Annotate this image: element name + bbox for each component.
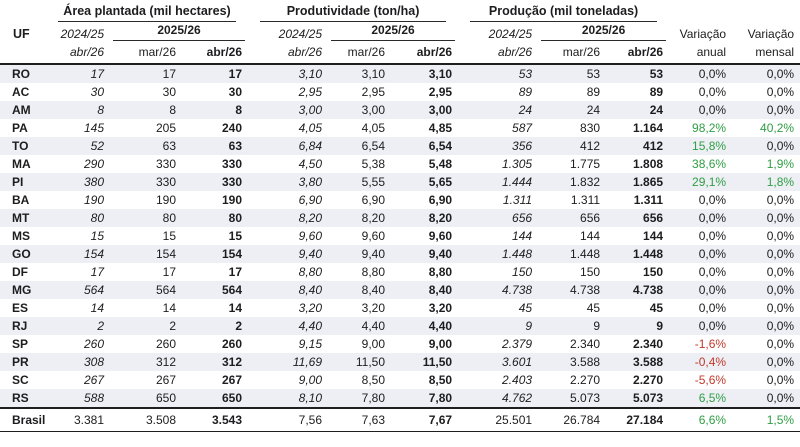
season-curr-header <box>538 22 669 41</box>
variation-annual-cell: 0,0% <box>698 193 727 207</box>
yield-prev-cell: 4,50 <box>298 157 323 171</box>
area-mar-cell: 63 <box>110 137 182 155</box>
area-mar-cell: 650 <box>110 389 182 408</box>
yield-abr-cell: 9,00 <box>428 337 453 351</box>
yield-abr-cell: 2,95 <box>428 85 453 99</box>
area-abr-cell: 564 <box>182 281 248 299</box>
yield-mar-cell: 5,55 <box>328 173 391 191</box>
season-curr-header <box>110 22 248 41</box>
uf-cell: AM <box>0 101 46 119</box>
table-row <box>0 335 800 353</box>
production-abr-cell: 4.738 <box>606 281 669 299</box>
yield-mar-cell: 9,40 <box>328 245 391 263</box>
variation-monthly-cell: 1,5% <box>732 408 800 432</box>
yield-prev-cell: 9,40 <box>248 245 328 263</box>
table-row <box>0 353 800 371</box>
variation-monthly-cell: 0,0% <box>732 317 800 335</box>
yield-prev-cell: 9,00 <box>298 373 323 387</box>
uf-cell: DF <box>12 265 28 279</box>
uf-spacer <box>0 41 46 64</box>
group-label: Produtividade (ton/ha) <box>260 4 446 22</box>
variation-annual-cell: 6,5% <box>669 389 732 408</box>
yield-prev-cell: 4,40 <box>248 317 328 335</box>
production-prev-cell: 656 <box>458 209 538 227</box>
production-prev-cell: 356 <box>458 137 538 155</box>
yield-mar-cell: 8,80 <box>361 265 386 279</box>
area-mar-cell: 17 <box>162 265 176 279</box>
production-abr-cell: 45 <box>649 301 664 315</box>
yield-abr-cell: 11,50 <box>391 353 458 371</box>
variation-annual-cell: 0,0% <box>669 245 732 263</box>
production-prev-cell: 1.311 <box>502 193 533 207</box>
area-prev-cell: 30 <box>90 85 104 99</box>
production-mar-cell: 9 <box>538 317 606 335</box>
variation-annual-cell: 0,0% <box>669 281 732 299</box>
area-abr-cell: 330 <box>182 173 248 191</box>
variation-annual-cell: 0,0% <box>669 317 732 335</box>
variation-annual-cell: 0,0% <box>698 301 727 315</box>
variation-monthly-cell: 1,8% <box>732 173 800 191</box>
area-prev-cell: 52 <box>46 137 110 155</box>
yield-abr-cell: 3,10 <box>391 64 458 83</box>
variation-monthly-header-line1: Variação <box>747 27 795 41</box>
production-prev-cell: 53 <box>458 64 538 83</box>
production-mar-cell: 1.311 <box>570 193 601 207</box>
yield-mar-cell: 7,80 <box>328 389 391 408</box>
production-prev-cell: 25.501 <box>458 408 538 432</box>
area-prev-cell: 17 <box>46 64 110 83</box>
table-row <box>0 263 800 281</box>
area-abr-cell: 312 <box>182 353 248 371</box>
uf-cell: PA <box>12 121 28 135</box>
group-header-production <box>458 1 669 22</box>
yield-prev-cell: 9,15 <box>298 337 323 351</box>
month-header-prev: abr/26 <box>248 41 328 64</box>
variation-annual-cell: 0,0% <box>698 265 727 279</box>
area-mar-cell: 30 <box>162 85 176 99</box>
area-prev-cell: 190 <box>83 193 104 207</box>
area-prev-cell: 80 <box>46 209 110 227</box>
area-abr-cell: 17 <box>182 64 248 83</box>
yield-prev-cell: 4,05 <box>298 121 323 135</box>
table-row <box>0 245 800 263</box>
season-label: 2025/26 <box>113 23 245 41</box>
area-prev-cell: 14 <box>90 301 104 315</box>
area-prev-cell: 8 <box>46 101 110 119</box>
area-mar-cell: 330 <box>110 173 182 191</box>
production-prev-cell: 144 <box>512 229 533 243</box>
month-header-abr: abr/26 <box>391 41 458 64</box>
uf-cell: PR <box>0 353 46 371</box>
variation-annual-cell: -0,4% <box>669 353 732 371</box>
area-prev-cell: 154 <box>46 245 110 263</box>
area-abr-cell: 650 <box>182 389 248 408</box>
yield-mar-cell: 9,60 <box>361 229 386 243</box>
yield-mar-cell: 8,50 <box>361 373 386 387</box>
production-prev-cell: 587 <box>512 121 533 135</box>
area-prev-cell: 564 <box>46 281 110 299</box>
production-mar-cell: 412 <box>538 137 606 155</box>
area-prev-cell: 308 <box>46 353 110 371</box>
area-abr-cell: 240 <box>222 121 243 135</box>
production-mar-cell: 53 <box>538 64 606 83</box>
yield-abr-cell: 5,65 <box>391 173 458 191</box>
yield-abr-cell: 7,80 <box>391 389 458 408</box>
yield-prev-cell: 11,69 <box>248 353 328 371</box>
uf-cell: RO <box>0 64 46 83</box>
area-mar-cell: 17 <box>110 64 182 83</box>
season-curr-header <box>328 22 458 41</box>
variation-annual-cell: -5,6% <box>694 373 727 387</box>
production-abr-cell: 24 <box>606 101 669 119</box>
group-header-yield <box>248 1 458 22</box>
area-abr-cell: 2 <box>182 317 248 335</box>
table-footer <box>0 408 800 432</box>
variation-annual-cell: 6,6% <box>669 408 732 432</box>
uf-cell: RJ <box>0 317 46 335</box>
production-prev-cell: 1.448 <box>458 245 538 263</box>
production-mar-cell: 830 <box>580 121 601 135</box>
area-abr-cell: 8 <box>182 101 248 119</box>
production-abr-cell: 144 <box>643 229 664 243</box>
season-label: 2025/26 <box>541 23 666 41</box>
yield-abr-cell: 9,40 <box>391 245 458 263</box>
area-mar-cell: 190 <box>155 193 176 207</box>
yield-prev-cell: 3,80 <box>248 173 328 191</box>
production-abr-cell: 1.865 <box>606 173 669 191</box>
production-abr-cell: 89 <box>649 85 664 99</box>
yield-prev-cell: 9,60 <box>298 229 323 243</box>
area-abr-cell: 3.543 <box>182 408 248 432</box>
yield-abr-cell: 6,90 <box>428 193 453 207</box>
table-row <box>0 299 800 317</box>
yield-mar-cell: 6,90 <box>361 193 386 207</box>
variation-monthly-cell: 0,0% <box>732 281 800 299</box>
variation-monthly-cell: 0,0% <box>766 265 795 279</box>
production-abr-cell: 2.340 <box>633 337 664 351</box>
production-abr-cell: 150 <box>643 265 664 279</box>
season-prev-header: 2024/25 <box>60 27 104 41</box>
variation-monthly-cell: 0,0% <box>766 301 795 315</box>
yield-abr-cell: 4,40 <box>391 317 458 335</box>
area-prev-cell: 17 <box>90 265 104 279</box>
variation-monthly-cell: 0,0% <box>766 193 795 207</box>
yield-abr-cell: 8,20 <box>391 209 458 227</box>
variation-annual-cell: 0,0% <box>669 64 732 83</box>
production-mar-cell: 1.448 <box>538 245 606 263</box>
area-mar-cell: 564 <box>110 281 182 299</box>
group-header-row <box>0 1 800 22</box>
yield-prev-cell: 8,20 <box>248 209 328 227</box>
variation-monthly-cell: 0,0% <box>766 85 795 99</box>
yield-abr-cell: 8,50 <box>428 373 453 387</box>
variation-monthly-cell: 0,0% <box>732 101 800 119</box>
area-abr-cell: 80 <box>182 209 248 227</box>
uf-cell: ES <box>12 301 29 315</box>
table-row <box>0 227 800 245</box>
yield-mar-cell: 3,10 <box>328 64 391 83</box>
production-abr-cell: 656 <box>606 209 669 227</box>
table-row <box>0 209 800 227</box>
yield-prev-cell: 3,20 <box>298 301 323 315</box>
area-mar-cell: 312 <box>110 353 182 371</box>
area-abr-cell: 14 <box>228 301 243 315</box>
yield-mar-cell: 2,95 <box>361 85 386 99</box>
uf-cell: SC <box>12 373 29 387</box>
variation-annual-cell: 98,2% <box>692 121 727 135</box>
area-mar-cell: 15 <box>162 229 176 243</box>
variation-annual-header-line1: Variação <box>679 27 727 41</box>
production-prev-cell: 24 <box>458 101 538 119</box>
variation-monthly-cell: 1,9% <box>766 157 795 171</box>
yield-abr-cell: 8,80 <box>428 265 453 279</box>
yield-abr-cell: 7,67 <box>391 408 458 432</box>
uf-cell: MG <box>0 281 46 299</box>
harvest-table <box>0 1 800 432</box>
yield-mar-cell: 9,00 <box>361 337 386 351</box>
area-prev-cell: 145 <box>83 121 104 135</box>
yield-prev-cell: 8,80 <box>298 265 323 279</box>
month-header-mar: mar/26 <box>110 41 182 64</box>
variation-annual-cell: 0,0% <box>698 229 727 243</box>
variation-monthly-cell: 0,0% <box>766 229 795 243</box>
area-abr-cell: 17 <box>228 265 243 279</box>
uf-cell: RS <box>0 389 46 408</box>
table-row <box>0 119 800 137</box>
variation-annual-cell: 15,8% <box>669 137 732 155</box>
variation-monthly-cell: 0,0% <box>732 353 800 371</box>
yield-prev-cell: 3,00 <box>248 101 328 119</box>
area-abr-cell: 15 <box>228 229 243 243</box>
season-label: 2025/26 <box>331 23 455 41</box>
month-header-prev: abr/26 <box>46 41 110 64</box>
area-prev-cell: 260 <box>83 337 104 351</box>
production-abr-cell: 1.448 <box>606 245 669 263</box>
table-row <box>0 101 800 119</box>
area-prev-cell: 380 <box>46 173 110 191</box>
table-row <box>0 155 800 173</box>
area-prev-cell: 3.381 <box>46 408 110 432</box>
uf-cell: MA <box>12 157 31 171</box>
production-prev-cell: 45 <box>518 301 533 315</box>
yield-prev-cell: 6,84 <box>248 137 328 155</box>
variation-annual-cell: 0,0% <box>698 85 727 99</box>
area-abr-cell: 330 <box>222 157 243 171</box>
variation-monthly-cell: 0,0% <box>732 389 800 408</box>
uf-cell: GO <box>0 245 46 263</box>
area-prev-cell: 2 <box>46 317 110 335</box>
month-header-row <box>0 41 800 64</box>
variation-monthly-cell: 0,0% <box>766 337 795 351</box>
yield-abr-cell: 9,60 <box>428 229 453 243</box>
uf-cell: MT <box>0 209 46 227</box>
month-header-mar: mar/26 <box>538 41 606 64</box>
area-prev-cell: 588 <box>46 389 110 408</box>
yield-abr-cell: 8,40 <box>391 281 458 299</box>
yield-prev-cell: 2,95 <box>298 85 323 99</box>
production-mar-cell: 3.588 <box>538 353 606 371</box>
month-header-prev: abr/26 <box>458 41 538 64</box>
table-row <box>0 137 800 155</box>
table-header <box>0 1 800 64</box>
uf-cell: TO <box>0 137 46 155</box>
area-prev-cell: 267 <box>83 373 104 387</box>
season-prev-header: 2024/25 <box>488 27 533 41</box>
production-abr-cell: 412 <box>606 137 669 155</box>
total-row <box>0 408 800 432</box>
production-mar-cell: 2.270 <box>570 373 601 387</box>
yield-prev-cell: 6,90 <box>298 193 323 207</box>
variation-monthly-cell: 0,0% <box>732 137 800 155</box>
table-row <box>0 281 800 299</box>
area-mar-cell: 154 <box>110 245 182 263</box>
production-abr-cell: 27.184 <box>606 408 669 432</box>
production-prev-cell: 3.601 <box>458 353 538 371</box>
production-mar-cell: 150 <box>580 265 601 279</box>
production-abr-cell: 53 <box>606 64 669 83</box>
production-abr-cell: 9 <box>606 317 669 335</box>
production-mar-cell: 45 <box>586 301 601 315</box>
uf-cell: BA <box>12 193 30 207</box>
area-abr-cell: 190 <box>222 193 243 207</box>
production-mar-cell: 144 <box>580 229 601 243</box>
production-abr-cell: 1.808 <box>633 157 664 171</box>
variation-monthly-header-line2: mensal <box>732 41 800 64</box>
yield-mar-cell: 3,00 <box>328 101 391 119</box>
yield-abr-cell: 3,20 <box>428 301 453 315</box>
table-row <box>0 64 800 83</box>
area-abr-cell: 63 <box>182 137 248 155</box>
yield-mar-cell: 6,54 <box>328 137 391 155</box>
production-abr-cell: 5.073 <box>606 389 669 408</box>
yield-mar-cell: 4,40 <box>328 317 391 335</box>
group-label: Área plantada (mil hectares) <box>58 4 236 22</box>
production-abr-cell: 3.588 <box>606 353 669 371</box>
yield-mar-cell: 3,20 <box>361 301 386 315</box>
area-abr-cell: 267 <box>222 373 243 387</box>
variation-monthly-cell: 40,2% <box>760 121 795 135</box>
yield-abr-cell: 5,48 <box>428 157 453 171</box>
table-row <box>0 317 800 335</box>
area-mar-cell: 267 <box>155 373 176 387</box>
production-prev-cell: 4.762 <box>458 389 538 408</box>
table-row <box>0 389 800 408</box>
table-row <box>0 191 800 209</box>
yield-prev-cell: 8,10 <box>248 389 328 408</box>
area-mar-cell: 8 <box>110 101 182 119</box>
variation-annual-header-line2: anual <box>669 41 732 64</box>
production-mar-cell: 656 <box>538 209 606 227</box>
uf-column-header: UF <box>13 27 30 41</box>
group-header-planted-area <box>46 1 248 22</box>
season-prev-header: 2024/25 <box>278 27 323 41</box>
area-mar-cell: 205 <box>155 121 176 135</box>
group-label: Produção (mil toneladas) <box>470 4 657 22</box>
variation-monthly-cell: 0,0% <box>766 373 795 387</box>
month-header-mar: mar/26 <box>328 41 391 64</box>
variation-spacer <box>669 1 800 22</box>
yield-mar-cell: 11,50 <box>328 353 391 371</box>
yield-prev-cell: 7,56 <box>248 408 328 432</box>
production-prev-cell: 2.379 <box>502 337 533 351</box>
production-abr-cell: 1.311 <box>633 193 664 207</box>
area-mar-cell: 2 <box>110 317 182 335</box>
production-mar-cell: 1.832 <box>538 173 606 191</box>
production-prev-cell: 1.444 <box>458 173 538 191</box>
yield-mar-cell: 8,40 <box>328 281 391 299</box>
variation-annual-cell: 0,0% <box>669 209 732 227</box>
area-abr-cell: 260 <box>222 337 243 351</box>
production-prev-cell: 4.738 <box>458 281 538 299</box>
variation-annual-cell: 0,0% <box>669 101 732 119</box>
production-mar-cell: 4.738 <box>538 281 606 299</box>
variation-annual-cell: 29,1% <box>669 173 732 191</box>
production-mar-cell: 5.073 <box>538 389 606 408</box>
area-mar-cell: 3.508 <box>110 408 182 432</box>
yield-abr-cell: 4,85 <box>428 121 453 135</box>
variation-annual-cell: 38,6% <box>692 157 727 171</box>
area-prev-cell: 290 <box>83 157 104 171</box>
production-prev-cell: 1.305 <box>502 157 533 171</box>
production-prev-cell: 89 <box>518 85 533 99</box>
variation-monthly-cell: 0,0% <box>732 209 800 227</box>
production-mar-cell: 24 <box>538 101 606 119</box>
production-abr-cell: 2.270 <box>633 373 664 387</box>
variation-monthly-cell: 0,0% <box>732 245 800 263</box>
variation-monthly-cell: 0,0% <box>732 64 800 83</box>
table-row <box>0 173 800 191</box>
production-abr-cell: 1.164 <box>633 121 664 135</box>
area-mar-cell: 260 <box>155 337 176 351</box>
area-mar-cell: 80 <box>110 209 182 227</box>
yield-abr-cell: 3,00 <box>391 101 458 119</box>
area-prev-cell: 15 <box>90 229 104 243</box>
area-abr-cell: 154 <box>182 245 248 263</box>
yield-abr-cell: 6,54 <box>391 137 458 155</box>
production-mar-cell: 26.784 <box>538 408 606 432</box>
month-header-abr: abr/26 <box>182 41 248 64</box>
area-abr-cell: 30 <box>228 85 243 99</box>
uf-cell: AC <box>12 85 30 99</box>
uf-cell: PI <box>0 173 46 191</box>
uf-cell: MS <box>12 229 30 243</box>
area-mar-cell: 330 <box>155 157 176 171</box>
season-header-row <box>0 22 800 41</box>
production-prev-cell: 150 <box>512 265 533 279</box>
table-row <box>0 83 800 101</box>
production-prev-cell: 9 <box>458 317 538 335</box>
table-row <box>0 371 800 389</box>
yield-prev-cell: 8,40 <box>248 281 328 299</box>
production-mar-cell: 89 <box>586 85 601 99</box>
yield-mar-cell: 7,63 <box>328 408 391 432</box>
corner-spacer <box>0 1 46 22</box>
yield-mar-cell: 8,20 <box>328 209 391 227</box>
uf-cell: SP <box>12 337 29 351</box>
variation-annual-cell: -1,6% <box>694 337 727 351</box>
yield-prev-cell: 3,10 <box>248 64 328 83</box>
production-mar-cell: 1.775 <box>570 157 601 171</box>
table-body <box>0 64 800 408</box>
uf-cell: Brasil <box>0 408 46 432</box>
production-prev-cell: 2.403 <box>502 373 533 387</box>
yield-mar-cell: 4,05 <box>361 121 386 135</box>
month-header-abr: abr/26 <box>606 41 669 64</box>
yield-mar-cell: 5,38 <box>361 157 386 171</box>
area-mar-cell: 14 <box>162 301 176 315</box>
production-mar-cell: 2.340 <box>570 337 601 351</box>
